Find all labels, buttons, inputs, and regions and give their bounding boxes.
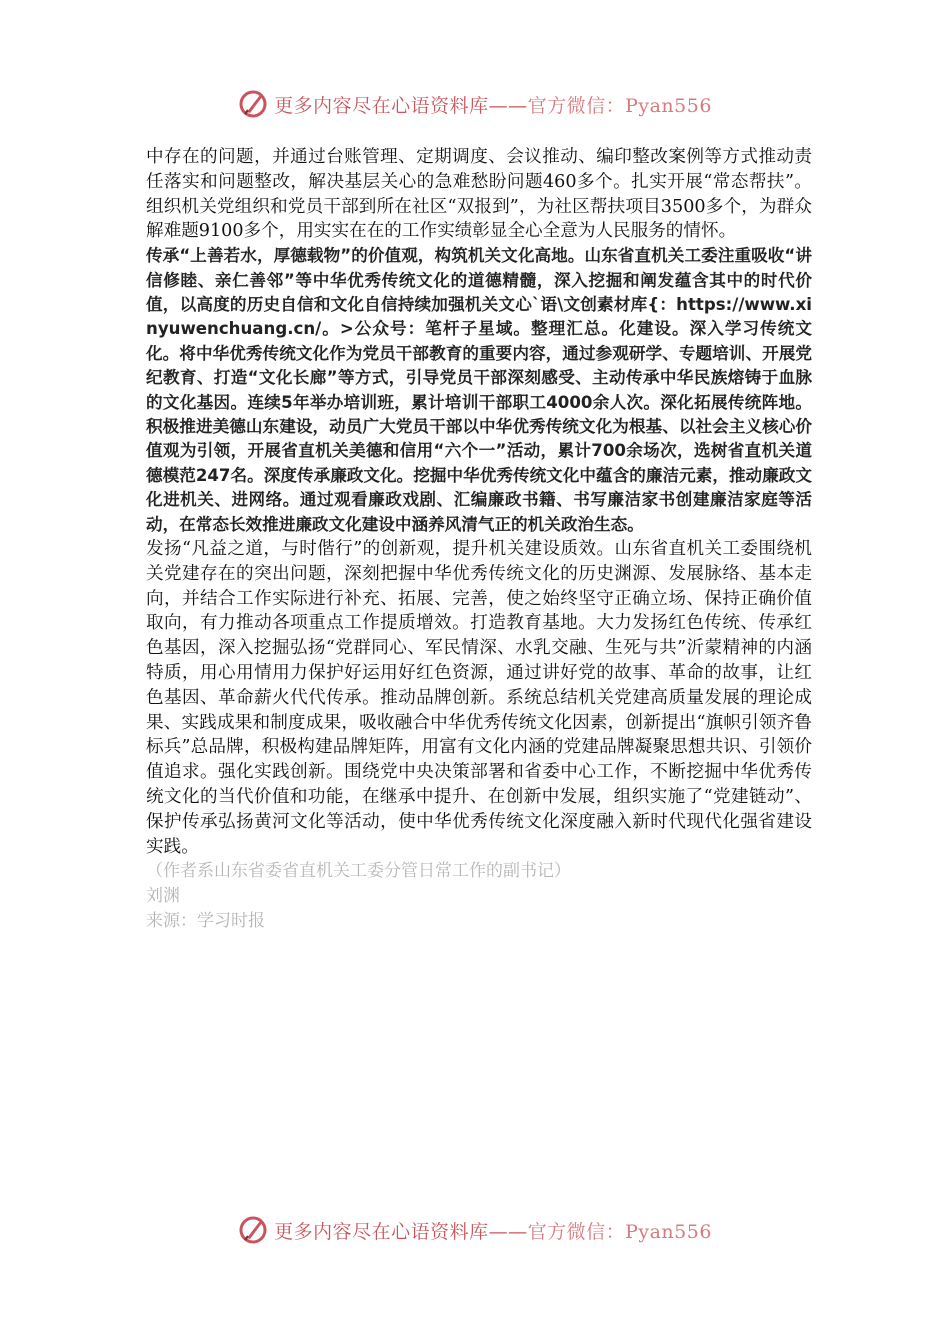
header-banner-separator: —— xyxy=(488,94,528,117)
footer-banner-text xyxy=(274,1217,712,1244)
author-note: （作者系山东省委省直机关工委分管日常工作的副书记） xyxy=(146,861,571,882)
article-paragraph-2: 传承“上善若水，厚德载物”的价值观，构筑机关文化高地。山东省直机关工委注重吸收“讲信修睦、亲仁善邻”等中华优秀传统文化的道德精髓，深入挖掘和阐发蕴含其中的时代价值，以高度的历史自信和文化自信持续加强机关文心`语\文创素材库{：https://www.xinyuwenchuang.cn/。>公众号：笔杆子星域。整理汇总。化建设。深入学习传统文化。将中华优秀传统文化作为党员干部教育的重要内容，通过参观研学、专题培训、开展党纪教育、打造“文化长廊”等方式，引导党员干部深刻感受、主动传承中华民族熔铸于血脉的文化基因。连续5年举办培训班，累计培训干部职工4000余人次。深化拓展传统阵地。积极推进美德山东建设，动员广大党员干部以中华优秀传统文化为根基、以社会主义核心价值观为引领，开展省直机关美德和信用“六个一”活动，累计700余场次，选树省直机关道德模范247名。深度传承廉政文化。挖掘中华优秀传统文化中蕴含的廉洁元素，推动廉政文化进机关、进网络。通过观看廉政戏剧、汇编廉政书籍、书写廉洁家书创建廉洁家庭等活动，在常态长效推进廉政文化建设中涵养风清气正的机关政治生态。 xyxy=(146,246,812,534)
author-name: 刘渊 xyxy=(146,886,180,907)
header-banner xyxy=(0,84,950,124)
header-banner-title: 更多内容尽在心语资料库 xyxy=(274,94,489,117)
footer-banner-title: 更多内容尽在心语资料库 xyxy=(274,1220,489,1243)
article-paragraph-1: 中存在的问题，并通过台账管理、定期调度、会议推动、编印整改案例等方式推动责任落实和问题整改，解决基层关心的急难愁盼问题460多个。扎实开展“常态帮扶”。组织机关党组织和党员干部到所在社区“双报到”，为社区帮扶项目3500多个，为群众解难题9100多个，用实实在在的工作实绩彰显全心全意为人民服务的情怀。 xyxy=(146,147,812,242)
header-banner-wechat: 官方微信：Pyan556 xyxy=(527,94,712,117)
footer-banner-separator: —— xyxy=(488,1220,528,1243)
footer-banner xyxy=(0,1210,950,1250)
article-paragraph-3: 发扬“凡益之道，与时偕行”的创新观，提升机关建设质效。山东省直机关工委围绕机关党建存在的突出问题，深刻把握中华优秀传统文化的历史渊源、发展脉络、基本走向，并结合工作实际进行补充、拓展、完善，使之始终坚守正确立场、保持正确价值取向，有力推动各项重点工作提质增效。打造教育基地。大力发扬红色传统、传承红色基因，深入挖掘弘扬“党群同心、军民情深、水乳交融、生死与共”沂蒙精神的内涵特质，用心用情用力保护好运用好红色资源，通过讲好党的故事、革命的故事，让红色基因、革命薪火代代传承。推动品牌创新。系统总结机关党建高质量发展的理论成果、实践成果和制度成果，吸收融合中华优秀传统文化因素，创新提出“旗帜引领齐鲁标兵”总品牌，积极构建品牌矩阵，用富有文化内涵的党建品牌凝聚思想共识、引领价值追求。强化实践创新。围绕党中央决策部署和省委中心工作，不断挖掘中华优秀传统文化的当代价值和功能，在继承中提升、在创新中发展，组织实施了“党建链动”、保护传承弘扬黄河文化等活动，使中华优秀传统文化深度融入新时代现代化强省建设实践。 xyxy=(146,539,812,857)
header-banner-text xyxy=(274,91,712,118)
quill-logo-icon xyxy=(238,89,268,119)
article-source: 来源：学习时报 xyxy=(146,911,265,932)
quill-logo-icon xyxy=(238,1215,268,1245)
footer-banner-wechat: 官方微信：Pyan556 xyxy=(527,1220,712,1243)
article-body xyxy=(146,145,812,934)
